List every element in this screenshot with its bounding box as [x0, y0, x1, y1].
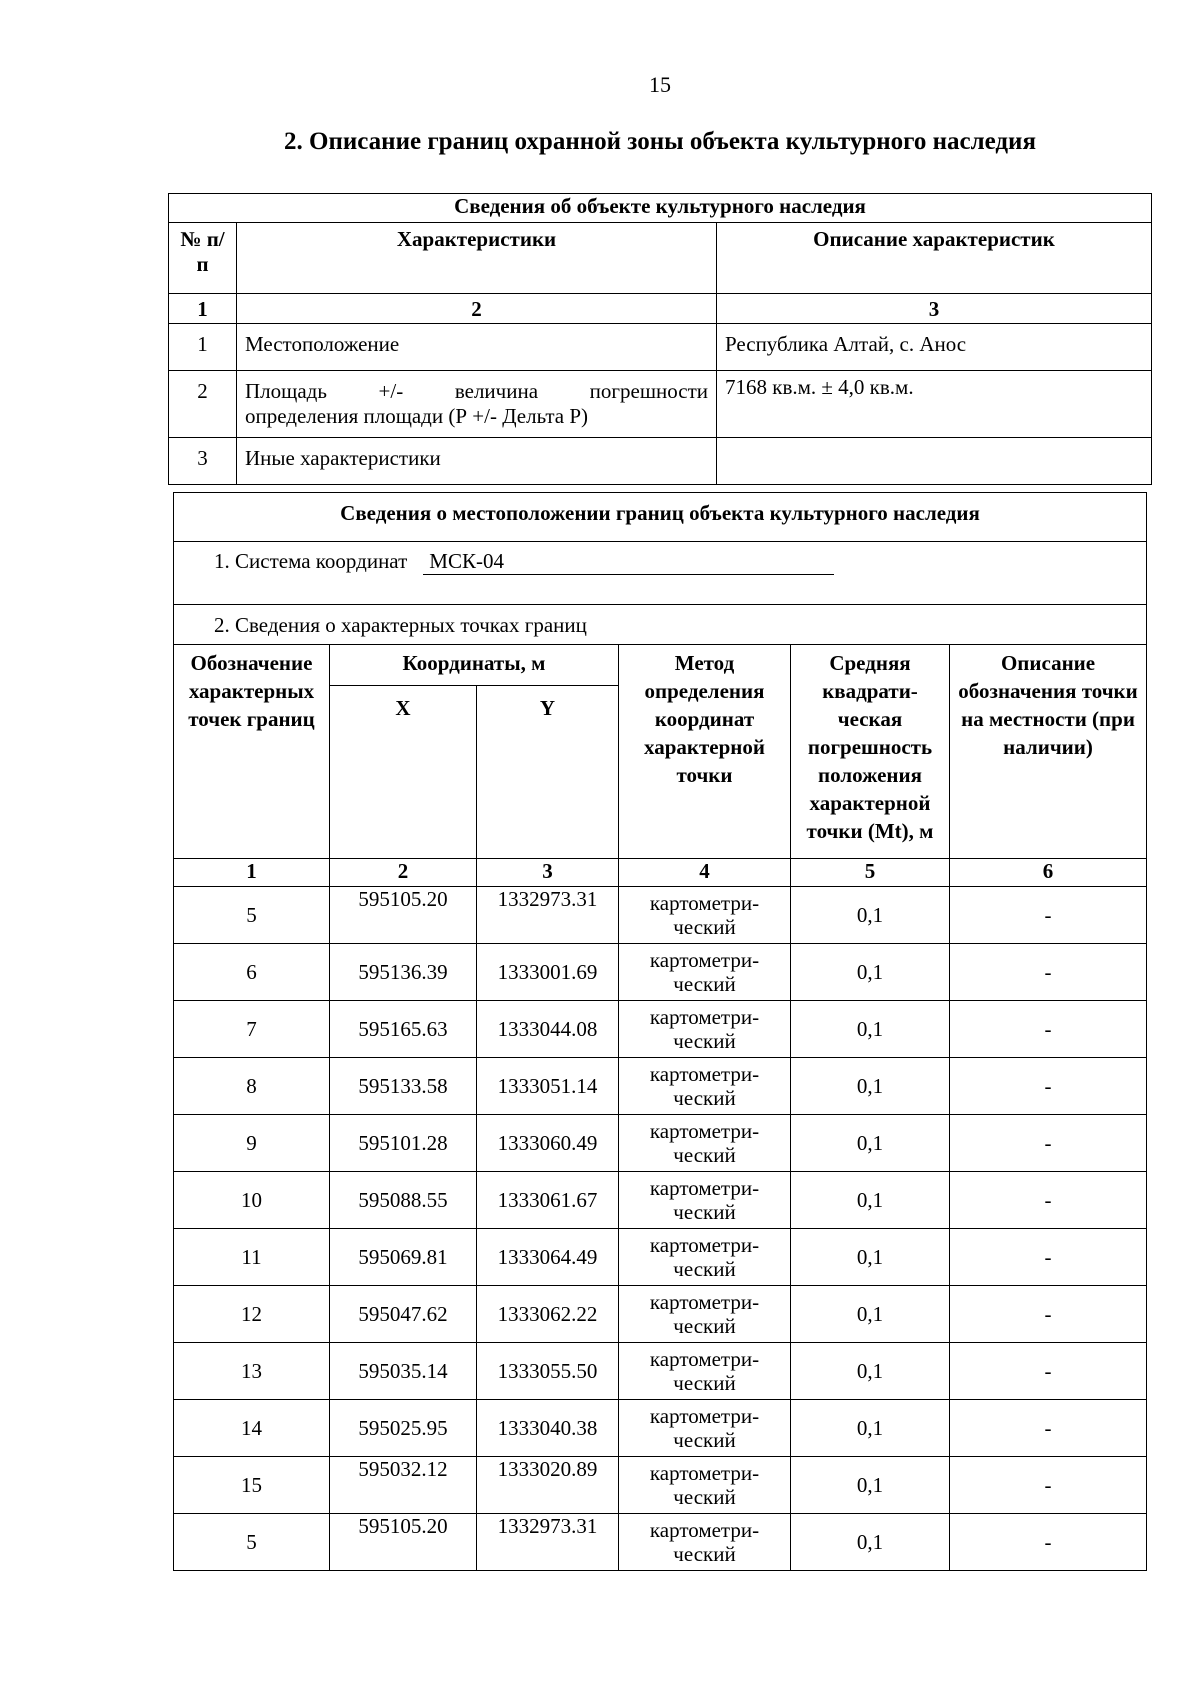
point-method-line: ческий	[673, 1542, 736, 1566]
point-y: 1333062.22	[477, 1286, 619, 1343]
col-number: 6	[950, 859, 1147, 887]
characteristic-value	[717, 438, 1152, 485]
boundary-points-table	[173, 492, 1147, 1571]
point-designation: 6	[174, 944, 330, 1001]
point-x: 595069.81	[330, 1229, 477, 1286]
point-method-line: ческий	[673, 915, 736, 939]
table-header-row	[169, 223, 1152, 294]
characteristic-name: Иные характеристики	[237, 438, 717, 485]
point-designation: 9	[174, 1115, 330, 1172]
point-method-line: ческий	[673, 1485, 736, 1509]
point-error: 0,1	[791, 1058, 950, 1115]
point-x: 595105.20	[330, 1514, 477, 1571]
point-method-line: ческий	[673, 1257, 736, 1281]
table-row	[169, 371, 1152, 438]
point-method-line: картометри-	[649, 1404, 760, 1428]
table-row	[174, 1286, 1147, 1343]
point-marking: -	[950, 887, 1147, 944]
point-designation: 14	[174, 1400, 330, 1457]
point-designation: 10	[174, 1172, 330, 1229]
point-error: 0,1	[791, 1229, 950, 1286]
point-designation: 8	[174, 1058, 330, 1115]
point-y: 1333060.49	[477, 1115, 619, 1172]
boundary-table-title: Сведения о местоположении границ объекта культурного наследия	[174, 493, 1147, 542]
point-method-line: ческий	[673, 1086, 736, 1110]
point-x: 595133.58	[330, 1058, 477, 1115]
point-method-line: ческий	[673, 1428, 736, 1452]
row-number: 3	[169, 438, 237, 485]
point-method	[619, 944, 791, 1001]
point-x: 595105.20	[330, 887, 477, 944]
point-method	[619, 1400, 791, 1457]
header-error: Средняя квадрати-ческая погрешность положения характерной точки (Mt), м	[791, 645, 950, 859]
point-method-line: картометри-	[649, 1233, 760, 1257]
point-y: 1333061.67	[477, 1172, 619, 1229]
point-x: 595101.28	[330, 1115, 477, 1172]
characteristic-name-line: Площадь +/- величина погрешности	[245, 379, 708, 403]
characteristic-name	[237, 371, 717, 438]
point-method	[619, 1001, 791, 1058]
coord-system-row	[174, 542, 1147, 605]
row-number: 1	[169, 324, 237, 371]
point-method	[619, 1058, 791, 1115]
point-y: 1333044.08	[477, 1001, 619, 1058]
table-row	[174, 1400, 1147, 1457]
table-header-row	[174, 645, 1147, 686]
point-method-line: ческий	[673, 1200, 736, 1224]
header-description: Описание характеристик	[717, 223, 1152, 294]
point-method-line: картометри-	[649, 1461, 760, 1485]
point-method-line: картометри-	[649, 891, 760, 915]
point-method-line: картометри-	[649, 948, 760, 972]
point-x: 595088.55	[330, 1172, 477, 1229]
table-row	[174, 887, 1147, 944]
table-row	[174, 1001, 1147, 1058]
header-characteristics: Характеристики	[237, 223, 717, 294]
header-method: Метод определения координат характерной точки	[619, 645, 791, 859]
point-marking: -	[950, 1286, 1147, 1343]
point-method	[619, 1286, 791, 1343]
points-body	[174, 887, 1147, 1571]
point-y: 1333001.69	[477, 944, 619, 1001]
point-method-line: картометри-	[649, 1119, 760, 1143]
point-marking: -	[950, 1172, 1147, 1229]
coord-system-cell	[174, 542, 1147, 605]
point-method-line: картометри-	[649, 1062, 760, 1086]
point-marking: -	[950, 944, 1147, 1001]
point-y: 1333040.38	[477, 1400, 619, 1457]
table-row	[174, 1514, 1147, 1571]
point-error: 0,1	[791, 1343, 950, 1400]
point-method-line: ческий	[673, 1029, 736, 1053]
characteristic-value: Республика Алтай, с. Анос	[717, 324, 1152, 371]
point-x: 595032.12	[330, 1457, 477, 1514]
table-row	[174, 1115, 1147, 1172]
point-method-line: ческий	[673, 1314, 736, 1338]
point-designation: 5	[174, 1514, 330, 1571]
col-number: 5	[791, 859, 950, 887]
point-designation: 5	[174, 887, 330, 944]
point-marking: -	[950, 1400, 1147, 1457]
col-number: 2	[330, 859, 477, 887]
col-number: 4	[619, 859, 791, 887]
point-x: 595136.39	[330, 944, 477, 1001]
point-method	[619, 1343, 791, 1400]
point-error: 0,1	[791, 1400, 950, 1457]
point-method-line: ческий	[673, 972, 736, 996]
section-title: 2. Описание границ охранной зоны объекта культурного наследия	[284, 128, 1036, 155]
point-error: 0,1	[791, 1514, 950, 1571]
point-x: 595165.63	[330, 1001, 477, 1058]
table-row	[174, 1343, 1147, 1400]
point-error: 0,1	[791, 944, 950, 1001]
characteristic-value: 7168 кв.м. ± 4,0 кв.м.	[717, 371, 1152, 438]
point-y: 1332973.31	[477, 1514, 619, 1571]
table-row	[174, 1058, 1147, 1115]
point-method-line: картометри-	[649, 1290, 760, 1314]
table-title-row	[169, 194, 1152, 223]
point-designation: 13	[174, 1343, 330, 1400]
col-number: 1	[174, 859, 330, 887]
page-number: 15	[649, 72, 671, 97]
point-method-line: картометри-	[649, 1347, 760, 1371]
point-marking: -	[950, 1229, 1147, 1286]
point-designation: 7	[174, 1001, 330, 1058]
table-row	[174, 1457, 1147, 1514]
point-x: 595025.95	[330, 1400, 477, 1457]
header-designation: Обозначение характерных точек границ	[174, 645, 330, 859]
table-row	[169, 324, 1152, 371]
point-method	[619, 1457, 791, 1514]
point-y: 1333064.49	[477, 1229, 619, 1286]
point-y: 1333055.50	[477, 1343, 619, 1400]
col-number: 3	[477, 859, 619, 887]
point-y: 1333020.89	[477, 1457, 619, 1514]
points-label-row	[174, 605, 1147, 645]
point-designation: 15	[174, 1457, 330, 1514]
header-num: № п/п	[169, 223, 237, 294]
coord-system-value: МСК-04	[423, 549, 834, 575]
point-method-line: ческий	[673, 1143, 736, 1167]
point-method	[619, 1115, 791, 1172]
point-marking: -	[950, 1514, 1147, 1571]
object-info-table	[168, 193, 1152, 485]
point-marking: -	[950, 1001, 1147, 1058]
col-number: 1	[169, 294, 237, 324]
point-method-line: картометри-	[649, 1518, 760, 1542]
point-marking: -	[950, 1457, 1147, 1514]
row-number: 2	[169, 371, 237, 438]
point-error: 0,1	[791, 1001, 950, 1058]
point-x: 595035.14	[330, 1343, 477, 1400]
point-error: 0,1	[791, 887, 950, 944]
table-row	[174, 944, 1147, 1001]
header-x: X	[330, 686, 477, 859]
coord-system-label: 1. Система координат	[214, 549, 408, 573]
point-x: 595047.62	[330, 1286, 477, 1343]
object-table-title: Сведения об объекте культурного наследия	[169, 194, 1152, 223]
point-method-line: ческий	[673, 1371, 736, 1395]
point-designation: 12	[174, 1286, 330, 1343]
characteristic-name: Местоположение	[237, 324, 717, 371]
point-marking: -	[950, 1058, 1147, 1115]
point-error: 0,1	[791, 1286, 950, 1343]
point-y: 1332973.31	[477, 887, 619, 944]
point-error: 0,1	[791, 1457, 950, 1514]
col-number: 2	[237, 294, 717, 324]
point-method	[619, 1172, 791, 1229]
point-method	[619, 1229, 791, 1286]
point-marking: -	[950, 1343, 1147, 1400]
table-row	[169, 438, 1152, 485]
table-row	[174, 1172, 1147, 1229]
header-marking: Описание обозначения точки на местности (при наличии)	[950, 645, 1147, 859]
point-error: 0,1	[791, 1172, 950, 1229]
points-label: 2. Сведения о характерных точках границ	[174, 605, 1147, 645]
column-number-row	[174, 859, 1147, 887]
point-error: 0,1	[791, 1115, 950, 1172]
point-method	[619, 1514, 791, 1571]
point-method-line: картометри-	[649, 1176, 760, 1200]
point-y: 1333051.14	[477, 1058, 619, 1115]
table-row	[174, 1229, 1147, 1286]
point-designation: 11	[174, 1229, 330, 1286]
characteristic-name-line: определения площади (Р +/- Дельта Р)	[245, 404, 589, 428]
table-title-row	[174, 493, 1147, 542]
header-coordinates: Координаты, м	[330, 645, 619, 686]
point-marking: -	[950, 1115, 1147, 1172]
point-method-line: картометри-	[649, 1005, 760, 1029]
column-number-row	[169, 294, 1152, 324]
point-method	[619, 887, 791, 944]
header-y: Y	[477, 686, 619, 859]
col-number: 3	[717, 294, 1152, 324]
